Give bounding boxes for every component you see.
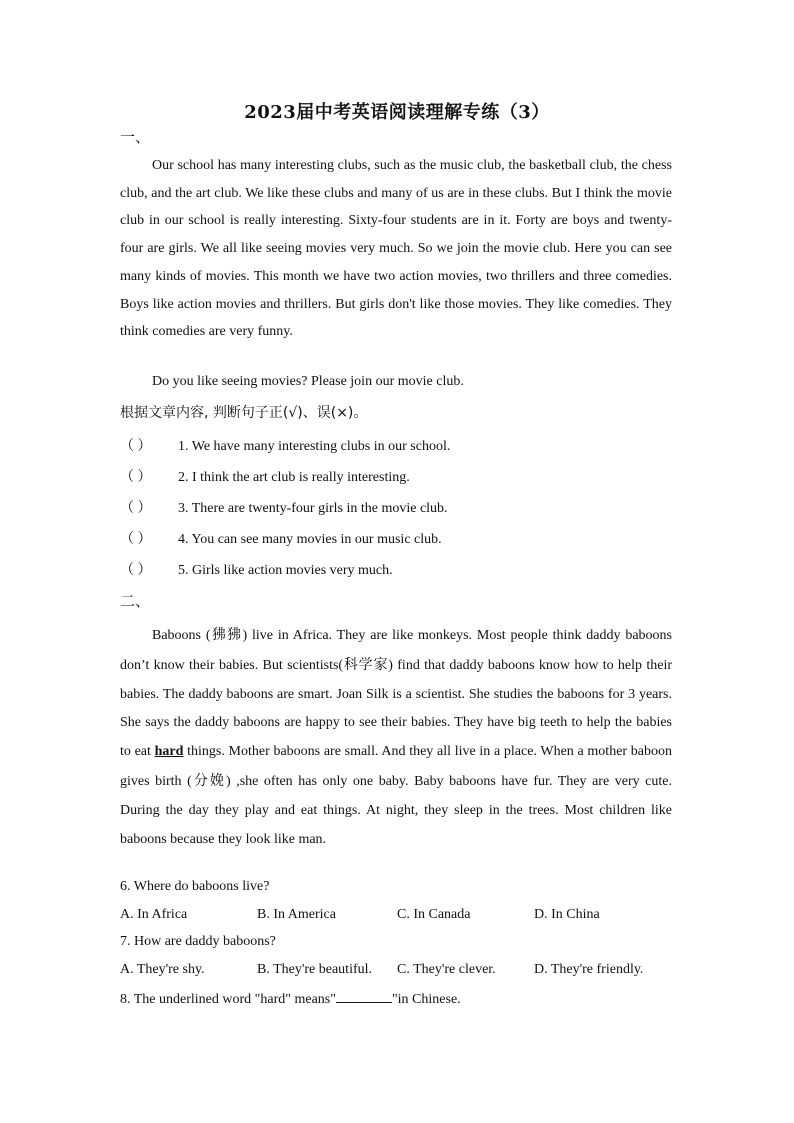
question-6: 6. Where do baboons live?: [120, 879, 270, 894]
q6-option-c[interactable]: C. In Canada: [397, 907, 471, 922]
section-1-label: 一、: [120, 128, 151, 146]
tf-item-5: [120, 559, 393, 579]
question-7: 7. How are daddy baboons?: [120, 934, 276, 949]
q7-option-b[interactable]: B. They're beautiful.: [257, 962, 373, 977]
tf-statement: 4. You can see many movies in our music club.: [178, 532, 442, 547]
cn-gloss: 分娩: [191, 772, 226, 789]
tf-statement: 5. Girls like action movies very much.: [178, 563, 393, 578]
cn-gloss: 狒狒: [210, 627, 243, 643]
answer-paren[interactable]: （ ）: [120, 532, 152, 547]
page-title: 2023届中考英语阅读理解专练（3）: [244, 102, 550, 123]
underlined-word-hard: hard: [154, 744, 184, 760]
tf-instruction: 根据文章内容, 判断句子正(√)、误(×)。: [120, 405, 368, 421]
q6-option-a[interactable]: A. In Africa: [120, 907, 188, 922]
passage-2: Baboons (狒狒) live in Africa. They are like monkeys. Most people think daddy baboons don’t know their babies. But scientists(科学家) find that daddy baboons know how to help their babies. The daddy baboons are smart. Joan Silk is a scientist. She studies the baboons for 3 years. She says the daddy baboons are happy to see their babies. They have big teeth to help the babies to eat hard things. Mother baboons are small. And they all live in a place. When a mother baboon gives birth (分娩) ,she often has only one baby. Baby baboons have fur. They are very cute. During the day they play and eat things. At night, they sleep in the trees. Most children like baboons because they look like man.: [120, 627, 672, 847]
q6-option-b[interactable]: B. In America: [257, 907, 336, 922]
q6-option-d[interactable]: D. In China: [534, 907, 600, 922]
tf-item-2: [120, 466, 410, 486]
question-8: 8. The underlined word "hard" means" "in Chinese.: [120, 992, 461, 1007]
passage-1: Our school has many interesting clubs, such as the music club, the basketball club, the chess club, and the art club. We like these clubs and many of us are in these clubs. But I think the movie club in our school is really interesting. Sixty-four students are in it. Forty are boys and twenty-four are girls. We all like seeing movies very much. So we join the movie club. Here you can see many kinds of movies. This month we have two action movies, two thrillers and three comedies. Boys like action movies and thrillers. But girls don't like those movies. They like comedies. They think comedies are very funny.: [120, 158, 672, 340]
answer-paren[interactable]: （ ）: [120, 501, 152, 516]
q7-option-d[interactable]: D. They're friendly.: [534, 962, 644, 977]
passage-1-closing: Do you like seeing movies? Please join our movie club.: [152, 374, 464, 389]
answer-paren[interactable]: （ ）: [120, 439, 152, 454]
tf-item-1: [120, 435, 450, 455]
q7-option-a[interactable]: A. They're shy.: [120, 962, 205, 977]
answer-paren[interactable]: （ ）: [120, 563, 152, 578]
tf-item-3: [120, 497, 448, 517]
cn-gloss: 科学家: [343, 656, 389, 673]
answer-paren[interactable]: （ ）: [120, 470, 152, 485]
tf-item-4: [120, 528, 442, 548]
q7-option-c[interactable]: C. They're clever.: [397, 962, 496, 977]
section-2-label: 二、: [120, 592, 151, 610]
tf-statement: 3. There are twenty-four girls in the movie club.: [178, 501, 448, 516]
answer-blank[interactable]: [336, 990, 392, 1003]
tf-statement: 2. I think the art club is really interesting.: [178, 470, 410, 485]
tf-statement: 1. We have many interesting clubs in our school.: [178, 439, 451, 454]
